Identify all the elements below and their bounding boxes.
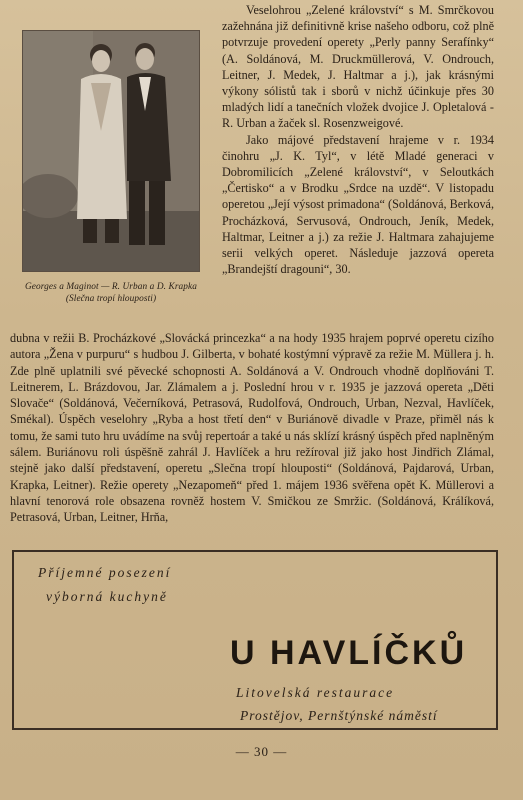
ad-tagline-1: Příjemné posezení xyxy=(38,565,172,580)
paragraph-continuation: dubna v režii B. Procházkové „Slovácká princezka“ a na hody 1935 hrajem poprvé operetu cizího autora „Žena v purpuru“ s hudbou J. Gilberta, v bohaté kostýmní výpravě za režie M. Müllera j. h. Zde plně uplatnili své pěvecké schopnosti A. Soldánová a V. Ondrouch vhodně doplňováni T. Leitnerem, L. Brázdovou, Jar. Zlámalem a j. Poslední hrou v r. 1935 je jazzová opereta „Děti Slovače“ (Soldánová, Večerníková, Petrasová, Rudolfová, Ondrouch, Urban, Nezval, Havlíček, Smékal). Úspěch veselohry „Ryba a host třetí den“ v Buriánově divadle v Praze, přiměl nás k tomu, že sami tuto hru uvádíme na svůj repertoár a také u nás sklízí krásný úspěch před naplněným sálem. Buriánovu roli úspěšně zahrál J. Havlíček a hru režíroval již jako host Jindřich Zlámal, stejně jako další představení, operetu „Slečna tropí hlouposti“ (Soldánová, Pajdarová, Urban, Krapka, Leitner). Režie operety „Nezapomeň“ před 1. májem 1936 svěřena opět K. Müllerovi a hlavní tenorová role obsazena rovněž hostem V. Smičkou ze Smržic. (Soldánová, Králíková, Petrasová, Urban, Leitner, Hrňa, xyxy=(10,331,494,525)
page-number: — 30 — xyxy=(235,744,288,759)
advertisement xyxy=(12,550,498,730)
photo-two-men-image xyxy=(23,31,199,271)
photo-caption: Georges a Maginot — R. Urban a D. Krapka (Slečna tropí hlouposti) xyxy=(24,282,198,304)
photograph xyxy=(22,30,200,272)
ad-tagline-2: výborná kuchyně xyxy=(46,589,168,604)
ad-subtitle: Litovelská restaurace xyxy=(236,685,395,700)
paragraph: Veselohrou „Zelené království“ s M. Smrčkovou zažehnána již definitivně krise našeho odboru, což plně potvrzuje provedení operety „Perly panny Serafínky“ (A. Soldánová, M. Druckmüllerová, V. Ondrouch, Leitner, J. Medek, J. Haltmar a j.), jak krásnými výkony sólistů tak i sborů v nichž účinkuje přes 30 mladých lidí a tanečních vložek dvojice J. Opletalová - R. Urban a žaček sl. Rosenzweigové. xyxy=(222,3,494,131)
paragraph: Jako májové představení hrajeme v r. 1934 činohru „J. K. Tyl“, v létě Mladé generaci v Dobromilicích „Zelené království“, v Seloutkách „Čertisko“ a v Brodku „Srdce na uzdě“. V listopadu operetou „Její výsost primadona“ (Soldánová, Berková, Procházková, Servusová, Ondrouch, Jeník, Medek, Haltmar, Leitner a j.) za režie J. Haltmara zahajujeme serii velkých operet. Následuje jazzová opereta „Brandejští dragouni“, 30. xyxy=(222,132,494,277)
ad-address: Prostějov, Pernštýnské náměstí xyxy=(240,708,438,723)
column-text xyxy=(222,2,494,277)
ad-restaurant-name: U HAVLÍČKŮ xyxy=(230,634,468,672)
full-width-text xyxy=(10,330,494,526)
